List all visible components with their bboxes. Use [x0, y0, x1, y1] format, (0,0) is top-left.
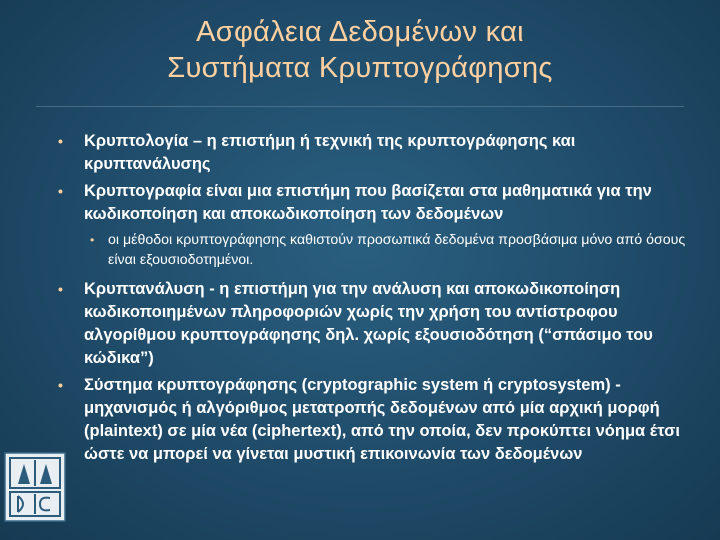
university-logo-icon — [4, 452, 66, 522]
bullet-item — [58, 374, 694, 466]
title-line-2: Συστήματα Κρυπτογράφησης — [167, 52, 553, 84]
bullet-icon: • — [58, 281, 63, 297]
bullet-item — [58, 130, 694, 176]
sub-bullet-item — [90, 230, 694, 270]
bullet-item — [58, 180, 694, 226]
slide-body — [58, 130, 694, 470]
bullet-icon: • — [58, 133, 63, 149]
sub-bullet-icon: • — [90, 233, 95, 247]
title-divider — [36, 106, 684, 107]
title-line-1: Ασφάλεια Δεδομένων και — [196, 16, 524, 48]
bullet-text: Κρυπτολογία – η επιστήμη ή τεχνική της κρυπτογράφησης και κρυπτανάλυσης — [84, 132, 576, 173]
bullet-icon: • — [58, 183, 63, 199]
bullet-text: Σύστημα κρυπτογράφησης (cryptographic system ή cryptosystem) - μηχανισμός ή αλγόριθμος μετατροπής δεδομένων από μία αρχική μορφή (plaintext) σε μία νέα (ciphertext), από την οποία, δεν προκύπτει νόημα έτσι ώστε να μπορεί να γίνεται μυστική επικοινωνία των δεδομένων — [84, 376, 680, 463]
bullet-icon: • — [58, 377, 63, 393]
slide-title — [40, 14, 680, 86]
bullet-text: Κρυπτανάλυση - η επιστήμη για την ανάλυση και αποκωδικοποίηση κωδικοποιημένων πληροφοριών χωρίς την χρήση του αντίστροφου αλγορίθμου κρυπτογράφησης δηλ. χωρίς εξουσιοδότηση (“σπάσιμο του κώδικα”) — [84, 280, 653, 367]
sub-bullet-text: οι μέθοδοι κρυπτογράφησης καθιστούν προσωπικά δεδομένα προσβάσιμα μόνο από όσους είναι εξουσιοδοτημένοι. — [108, 232, 686, 268]
bullet-item — [58, 278, 694, 370]
bullet-text: Κρυπτογραφία είναι μια επιστήμη που βασίζεται στα μαθηματικά για την κωδικοποίηση και αποκωδικοποίηση των δεδομένων — [84, 182, 652, 223]
